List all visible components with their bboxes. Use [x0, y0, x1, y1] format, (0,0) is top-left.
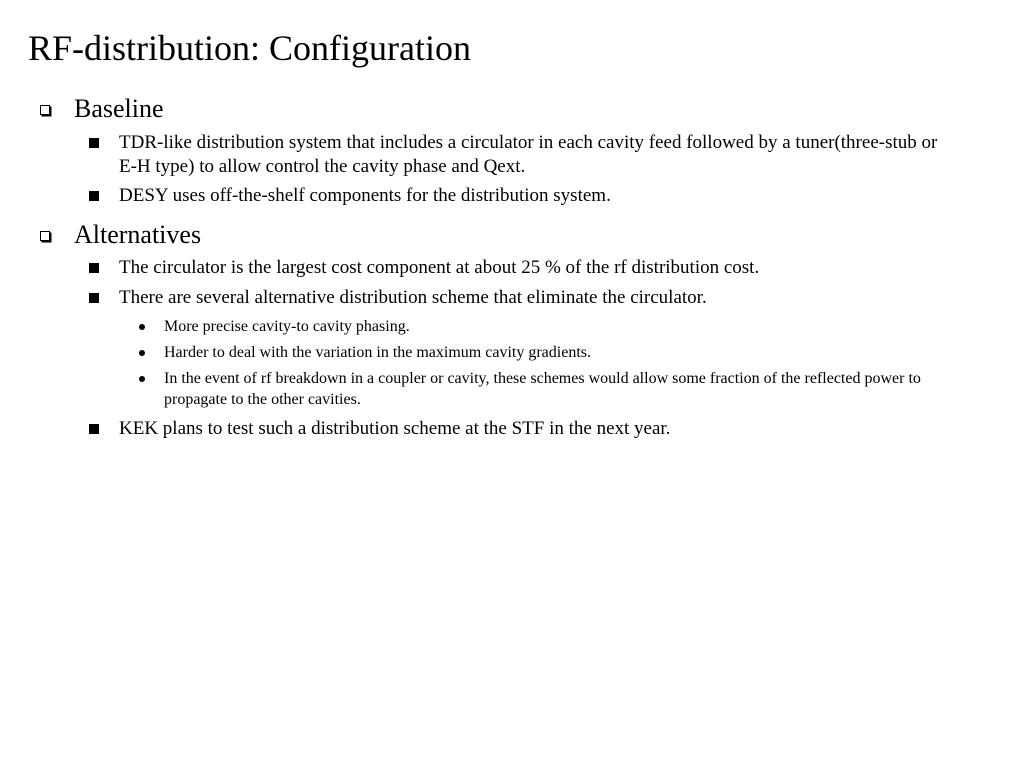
dot-bullet-icon: [139, 324, 145, 330]
slide-title: RF-distribution: Configuration: [28, 28, 472, 68]
list-item-text: TDR-like distribution system that includes a circulator in each cavity feed followed by a tuner(three-stub or E-H type) to allow control the cavity phase and Qext.: [119, 132, 938, 177]
sub-list-item-text: In the event of rf breakdown in a coupler or cavity, these schemes would allow some fraction of the reflected power to propagate to the other cavities.: [164, 370, 921, 408]
section-label: Alternatives: [74, 220, 202, 249]
list-item-text: There are several alternative distribution scheme that eliminate the circulator.: [119, 287, 707, 308]
sub-list-item-text: Harder to deal with the variation in the maximum cavity gradients.: [164, 344, 591, 361]
hollow-square-bullet-icon: [40, 231, 50, 241]
hollow-square-bullet-icon: [40, 105, 50, 115]
section-heading: [40, 220, 940, 250]
dot-bullet-icon: [139, 350, 145, 356]
list-item-text: KEK plans to test such a distribution scheme at the STF in the next year.: [119, 418, 671, 439]
list-item-text: The circulator is the largest cost component at about 25 % of the rf distribution cost.: [119, 257, 760, 278]
sub-list-item-text: More precise cavity-to cavity phasing.: [164, 318, 410, 335]
section-label: Baseline: [74, 94, 164, 123]
section-heading: [40, 94, 940, 124]
dot-bullet-icon: [139, 376, 145, 382]
list-item-text: DESY uses off-the-shelf components for the distribution system.: [119, 185, 611, 206]
